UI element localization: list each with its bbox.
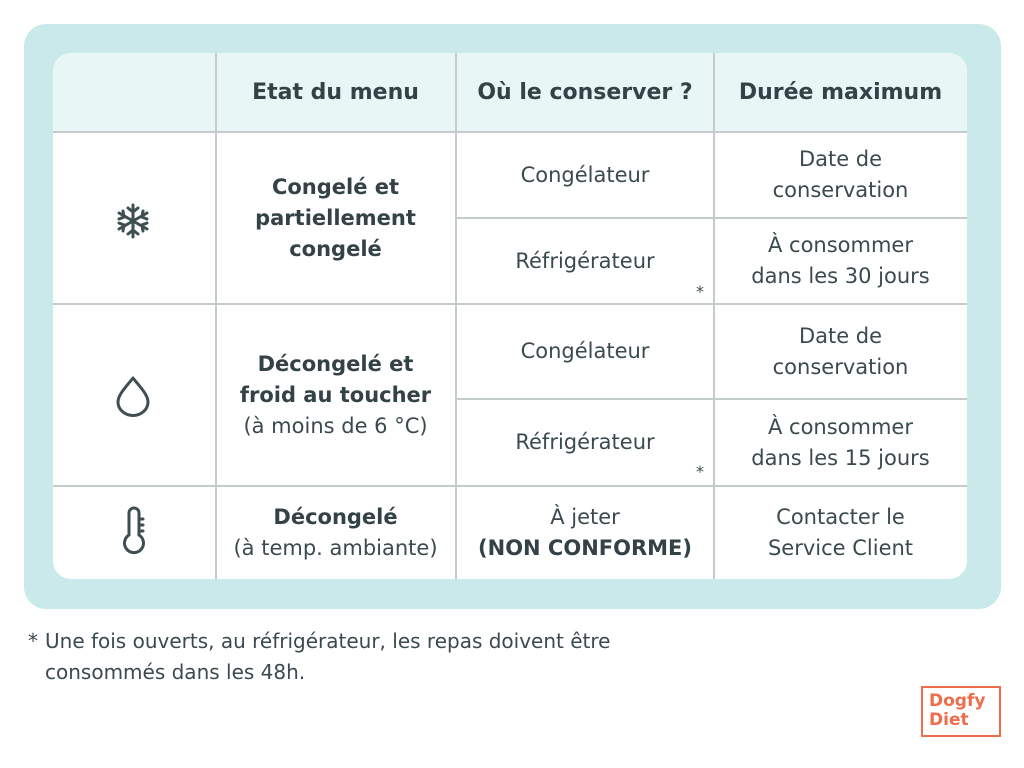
- dogfy-diet-logo: [921, 686, 1001, 737]
- state-room-temp-note: (à temp. ambiante): [233, 535, 438, 560]
- duration-frozen-freezer-label: Date de conservation: [772, 147, 909, 202]
- header-where: Où le conserver ?: [456, 53, 714, 132]
- grid-line: [456, 217, 967, 219]
- footnote-marker: *: [696, 462, 704, 481]
- grid-line: [53, 303, 967, 305]
- state-frozen: [215, 132, 456, 304]
- where-room-temp-label: À jeter: [550, 504, 620, 529]
- water-drop-icon: [115, 375, 151, 421]
- footnote-marker: *: [696, 282, 704, 301]
- logo-line-2: Diet: [929, 710, 969, 730]
- state-room-temp: [215, 486, 456, 579]
- state-room-temp-label: Décongelé: [273, 504, 398, 529]
- where-frozen-freezer: Congélateur: [520, 162, 650, 187]
- duration-room-temp: [714, 486, 967, 579]
- non-conforme-label: (NON CONFORME): [478, 535, 692, 560]
- where-frozen-fridge: Réfrigérateur: [515, 248, 655, 273]
- duration-thawed-fridge: [714, 399, 967, 486]
- logo-line-1: Dogfy: [929, 691, 986, 711]
- where-thawed-fridge: Réfrigérateur: [515, 430, 655, 454]
- state-thawed-cold-note: (à moins de 6 °C): [243, 413, 428, 438]
- duration-thawed-freezer-label: Date de conservation: [772, 323, 909, 379]
- state-thawed-cold-label: Décongelé et froid au toucher: [239, 351, 432, 407]
- grid-line: [53, 131, 967, 133]
- storage-table: [53, 53, 967, 579]
- grid-line: [455, 53, 457, 579]
- header-state: Etat du menu: [215, 53, 456, 132]
- snowflake-icon: [114, 202, 152, 244]
- state-frozen-label: Congelé et partiellement congelé: [255, 174, 416, 261]
- footnote-marker: *: [28, 629, 38, 653]
- where-room-temp: [456, 486, 714, 579]
- grid-line: [713, 53, 715, 579]
- grid-line: [215, 53, 217, 579]
- duration-frozen-freezer: [714, 132, 967, 218]
- footnote-text: Une fois ouverts, au réfrigérateur, les repas doivent être consommés dans les 48h.: [45, 629, 611, 684]
- header-duration: Durée maximum: [714, 53, 967, 132]
- grid-line: [456, 398, 967, 400]
- duration-room-temp-label: Contacter le Service Client: [767, 504, 914, 560]
- grid-line: [53, 485, 967, 487]
- footnote: [28, 626, 665, 688]
- where-thawed-freezer: Congélateur: [520, 339, 650, 363]
- duration-frozen-fridge-label: À consommer dans les 30 jours: [751, 233, 930, 288]
- duration-frozen-fridge: [714, 218, 967, 304]
- duration-thawed-freezer: [714, 304, 967, 399]
- state-thawed-cold: [215, 304, 456, 486]
- duration-thawed-fridge-label: À consommer dans les 15 jours: [751, 414, 930, 470]
- thermometer-icon: [119, 505, 149, 559]
- header-icon-cell: [53, 53, 215, 132]
